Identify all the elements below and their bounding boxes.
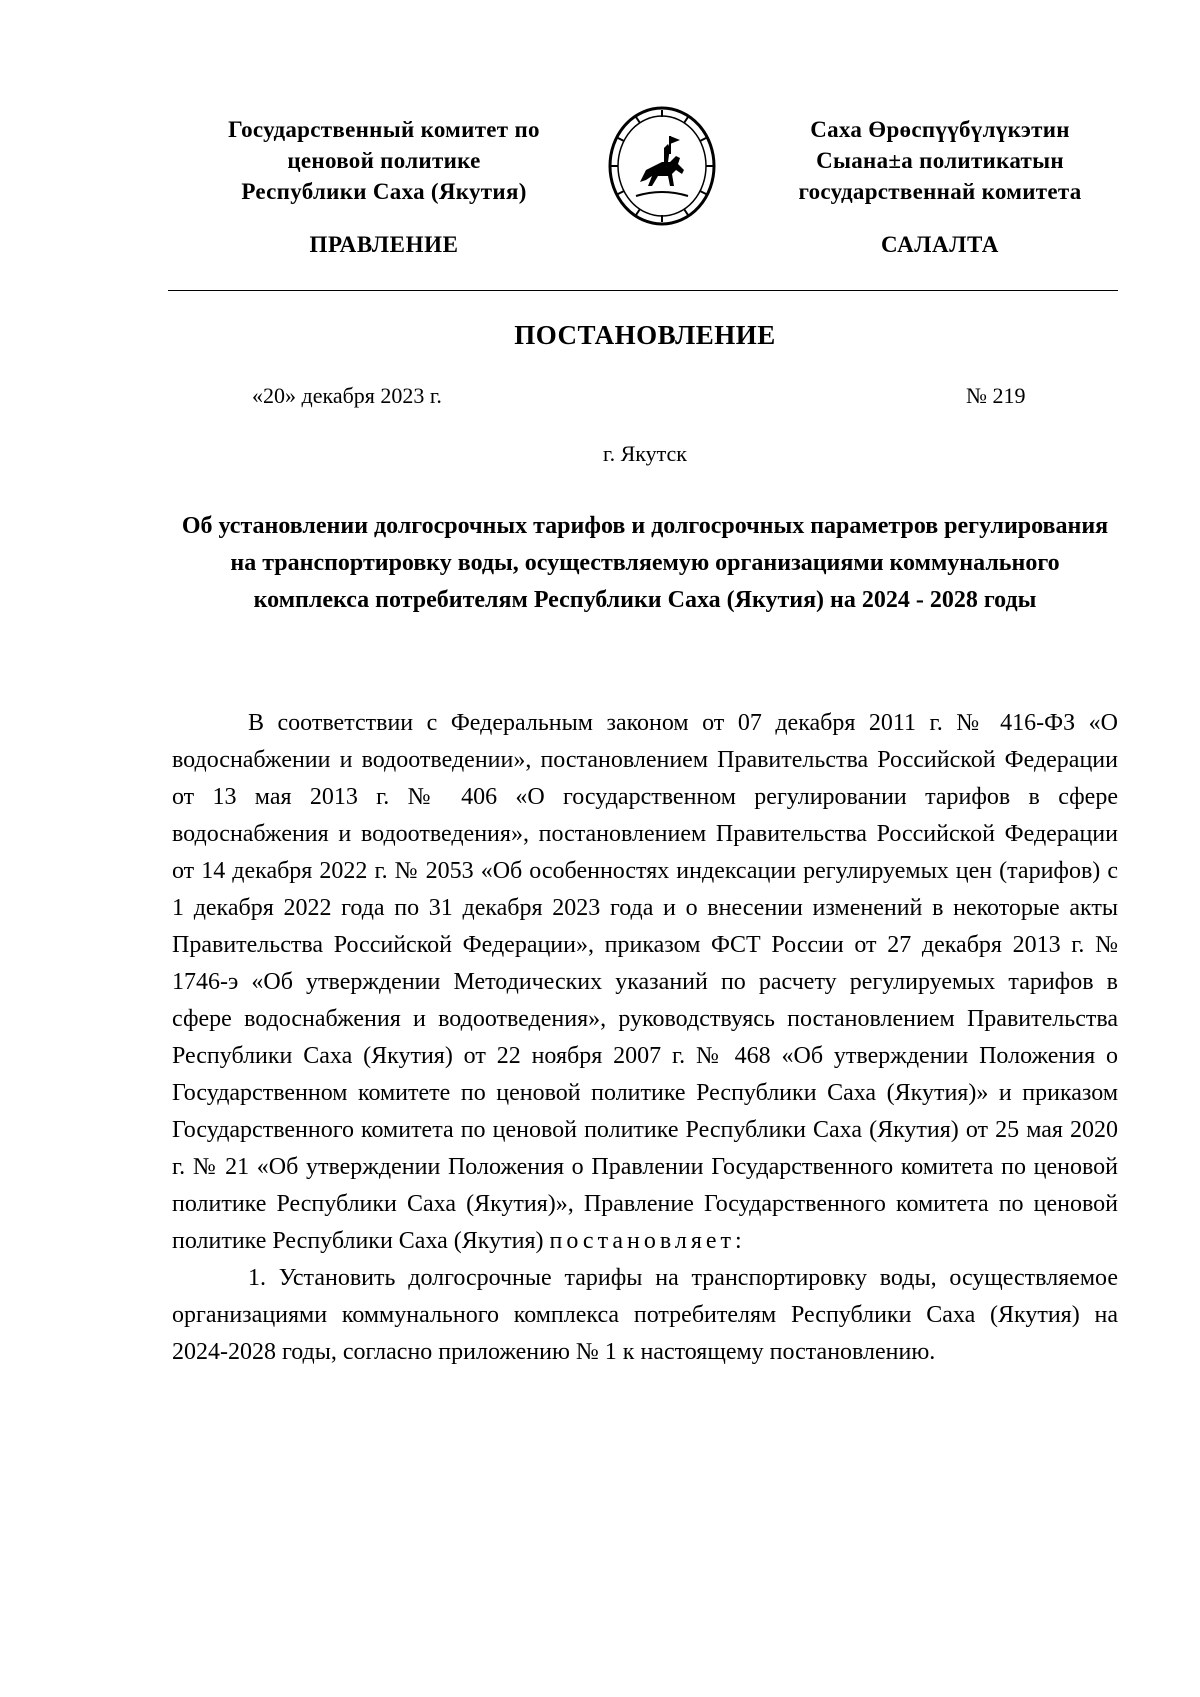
resolves-text: постановляет: bbox=[549, 1228, 746, 1254]
header-right-line: государственнай комитета bbox=[798, 179, 1082, 204]
header-left-line: Республики Саха (Якутия) bbox=[241, 179, 527, 204]
board-label-sah: САЛАЛТА bbox=[881, 232, 999, 257]
item-1-paragraph: 1. Установить долгосрочные тарифы на транспортировку воды, осуществляемое организациями коммунального комплекса потребителям Республики Саха (Якутия) на 2024-2028 годы, согласно приложению № 1 к настоящему постановлению. bbox=[172, 1265, 1118, 1365]
coat-of-arms-sakha-icon bbox=[606, 104, 718, 228]
document-title: ПОСТАНОВЛЕНИЕ bbox=[514, 320, 776, 350]
preamble-paragraph bbox=[172, 705, 1118, 1260]
board-label-ru: ПРАВЛЕНИЕ bbox=[309, 232, 459, 257]
document-number: № 219 bbox=[966, 383, 1026, 408]
document-date: «20» декабря 2023 г. bbox=[252, 383, 442, 408]
document-body bbox=[172, 705, 1118, 1371]
header-right-org bbox=[740, 114, 1140, 207]
document-subject: Об установлении долгосрочных тарифов и долгосрочных параметров регулирования на транспортировку воды, осуществляемую организациями коммунального комплекса потребителям Республики Саха (Якутия) на 2024 - 2028 годы bbox=[181, 513, 1109, 613]
header-right-line: Сыана±а политикатын bbox=[816, 148, 1064, 173]
preamble-text: В соответствии с Федеральным законом от 07 декабря 2011 г. № 416-ФЗ «О водоснабжении и водоотведении», постановлением Правительства Российской Федерации от 13 мая 2013 г. № 406 «О государственном регулировании тарифов в сфере водоснабжения и водоотведения», постановлением Правительства Российской Федерации от 14 декабря 2022 г. № 2053 «Об особенностях индексации регулируемых цен (тарифов) с 1 декабря 2022 года по 31 декабря 2023 года и о внесении изменений в некоторые акты Правительства Российской Федерации», приказом ФСТ России от 27 декабря 2013 г. № 1746-э «Об утверждении Методических указаний по расчету регулируемых тарифов в сфере водоснабжения и водоотведения», руководствуясь постановлением Правительства Республики Саха (Якутия) от 22 ноября 2007 г. № 468 «Об утверждении Положения о Государственном комитете по ценовой политике Республики Саха (Якутия)» и приказом Государственного комитета по ценовой политике Республики Саха (Якутия) от 25 мая 2020 г. № 21 «Об утверждении Положения о Правлении Государственного комитета по ценовой политике Республики Саха (Якутия)», Правление Государственного комитета по ценовой политике Республики Саха (Якутия) bbox=[172, 710, 1118, 1254]
header-right-line: Саха Өрөспүүбүлүкэтин bbox=[810, 117, 1070, 142]
document-city: г. Якутск bbox=[603, 441, 687, 466]
header-divider bbox=[168, 290, 1118, 291]
header-left-org bbox=[184, 114, 584, 207]
header-left-line: Государственный комитет по bbox=[228, 117, 540, 142]
header-left-line: ценовой политике bbox=[287, 148, 481, 173]
